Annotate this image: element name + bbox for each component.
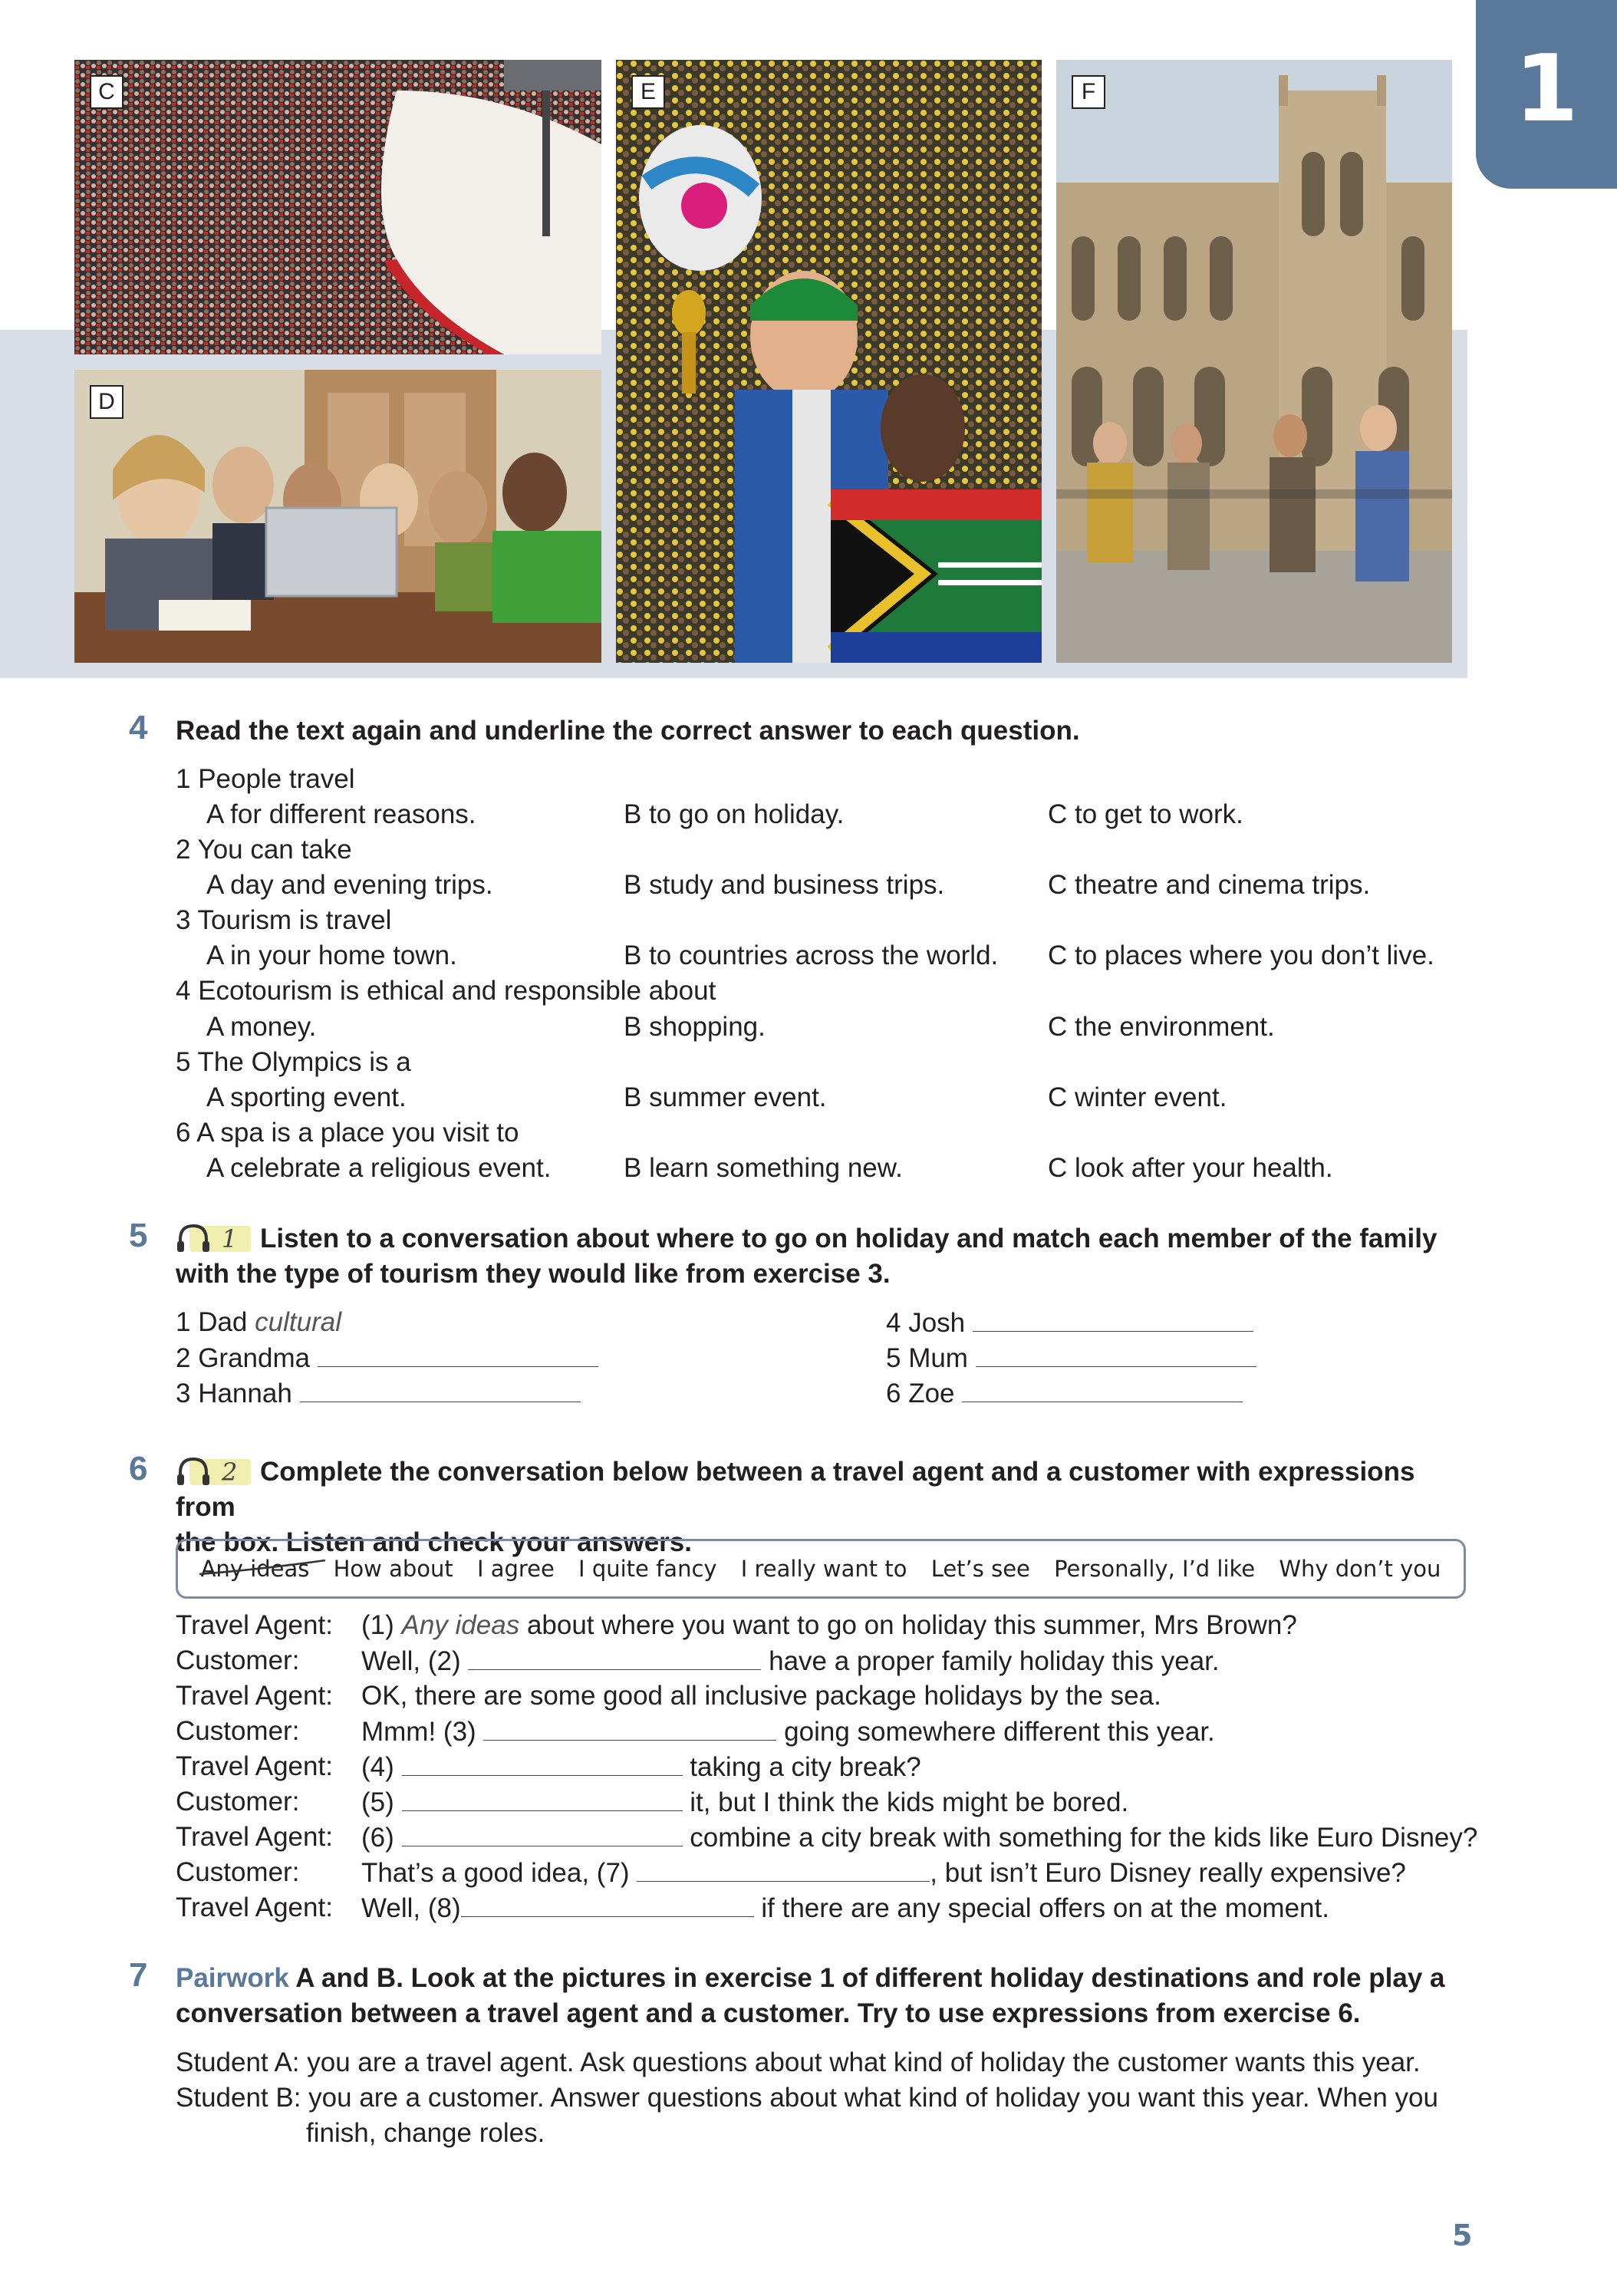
question-1-option-a[interactable]: A for different reasons. bbox=[206, 799, 476, 829]
question-6-option-c[interactable]: C look after your health. bbox=[1048, 1153, 1333, 1183]
expression-how-about[interactable]: How about bbox=[333, 1556, 453, 1582]
student-b-role-continued: finish, change roles. bbox=[306, 2118, 545, 2148]
match-blank-6[interactable] bbox=[962, 1375, 1243, 1402]
photo-f-label: F bbox=[1072, 75, 1105, 109]
speaker-label: Travel Agent: bbox=[176, 1681, 333, 1711]
expression-personally-id-like[interactable]: Personally, I’d like bbox=[1054, 1556, 1256, 1582]
expression-i-quite-fancy[interactable]: I quite fancy bbox=[578, 1556, 717, 1582]
pairwork-label: Pairwork bbox=[176, 1963, 289, 1993]
exercise-4-number: 4 bbox=[129, 709, 148, 746]
question-6-option-b[interactable]: B learn something new. bbox=[624, 1153, 903, 1183]
expression-lets-see[interactable]: Let’s see bbox=[930, 1556, 1030, 1582]
exercise-6-instruction-line2: the box. Listen and check your answers. bbox=[176, 1527, 692, 1557]
question-2-option-c[interactable]: C theatre and cinema trips. bbox=[1048, 870, 1371, 900]
speaker-label: Customer: bbox=[176, 1857, 300, 1887]
audio-track-number: 1 bbox=[222, 1224, 238, 1253]
students-image bbox=[74, 370, 601, 663]
exercise-7-instruction-line1: A and B. Look at the pictures in exercise 1 of different holiday destinations and role play a bbox=[288, 1963, 1445, 1993]
question-4-stem: 4 Ecotourism is ethical and responsible about bbox=[176, 976, 716, 1006]
question-4-option-a[interactable]: A money. bbox=[206, 1012, 317, 1042]
question-6-stem: 6 A spa is a place you visit to bbox=[176, 1118, 519, 1148]
question-3-option-c[interactable]: C to places where you don’t live. bbox=[1048, 940, 1434, 970]
exercise-6-number: 6 bbox=[129, 1450, 148, 1487]
dialogue-line-2: Well, (2) have a proper family holiday this year. bbox=[361, 1643, 1220, 1679]
expression-i-really-want-to[interactable]: I really want to bbox=[740, 1556, 907, 1582]
dialogue-line-6: (5) it, but I think the kids might be bored. bbox=[361, 1784, 1128, 1820]
exercise-5-instruction-line1: Listen to a conversation about where to go on holiday and match each member of the family bbox=[260, 1224, 1438, 1253]
question-3-option-b[interactable]: B to countries across the world. bbox=[624, 940, 999, 970]
exercise-7-instruction-line2: conversation between a travel agent and a customer. Try to use expressions from exercise 6. bbox=[176, 1998, 1361, 2028]
match-blank-5[interactable] bbox=[976, 1340, 1256, 1367]
speaker-label: Travel Agent: bbox=[176, 1892, 333, 1922]
dialogue-line-4: Mmm! (3) going somewhere different this year. bbox=[361, 1714, 1215, 1750]
photo-c-label: C bbox=[90, 75, 123, 109]
expression-i-agree[interactable]: I agree bbox=[476, 1556, 555, 1582]
speaker-label: Travel Agent: bbox=[176, 1610, 333, 1640]
dialogue-line-8: That’s a good idea, (7) , but isn’t Euro Disney really expensive? bbox=[361, 1855, 1406, 1891]
question-2-option-a[interactable]: A day and evening trips. bbox=[206, 870, 493, 900]
match-item-1: 1 Dad cultural bbox=[176, 1307, 341, 1337]
question-2-stem: 2 You can take bbox=[176, 835, 352, 865]
dialogue-line-5: (4) taking a city break? bbox=[361, 1749, 921, 1785]
exercise-5-instruction-line2: with the type of tourism they would like from exercise 3. bbox=[176, 1259, 891, 1289]
question-3-stem: 3 Tourism is travel bbox=[176, 905, 392, 935]
photo-f-abbey-tourists bbox=[1056, 60, 1452, 663]
question-4-option-b[interactable]: B shopping. bbox=[624, 1012, 766, 1042]
question-1-option-b[interactable]: B to go on holiday. bbox=[624, 799, 845, 829]
concert-crowd-image bbox=[74, 60, 601, 354]
abbey-image bbox=[1056, 60, 1452, 663]
match-item-6: 6 Zoe bbox=[886, 1375, 1243, 1412]
exercise-7-number: 7 bbox=[129, 1956, 148, 1994]
photo-d-students-laptop bbox=[74, 370, 601, 663]
match-answer-1[interactable]: cultural bbox=[255, 1307, 341, 1337]
photo-c-concert-crowd bbox=[74, 60, 601, 354]
question-6-option-a[interactable]: A celebrate a religious event. bbox=[206, 1153, 552, 1183]
speaker-label: Customer: bbox=[176, 1716, 300, 1746]
strikethrough-mark bbox=[198, 1559, 328, 1579]
page-number: 5 bbox=[1452, 2219, 1473, 2252]
gap-2[interactable] bbox=[468, 1643, 761, 1670]
match-blank-3[interactable] bbox=[300, 1375, 581, 1402]
expression-any-ideas-used: Any ideas bbox=[201, 1556, 310, 1582]
question-3-option-a[interactable]: A in your home town. bbox=[206, 940, 457, 970]
exercise-5-number: 5 bbox=[129, 1217, 148, 1254]
exercise-4-instruction: Read the text again and underline the correct answer to each question. bbox=[176, 716, 1080, 746]
question-1-stem: 1 People travel bbox=[176, 764, 355, 794]
dialogue-line-7: (6) combine a city break with something for the kids like Euro Disney? bbox=[361, 1820, 1477, 1856]
audio-track-number: 2 bbox=[222, 1458, 238, 1487]
photo-d-label: D bbox=[90, 385, 123, 419]
match-item-3: 3 Hannah bbox=[176, 1375, 581, 1412]
expressions-box bbox=[176, 1539, 1466, 1599]
dialogue-line-1: (1) Any ideas about where you want to go on holiday this summer, Mrs Brown? bbox=[361, 1610, 1297, 1640]
match-item-4: 4 Josh bbox=[886, 1305, 1253, 1341]
question-5-option-c[interactable]: C winter event. bbox=[1048, 1082, 1227, 1112]
photo-e-label: E bbox=[631, 75, 665, 109]
speaker-label: Customer: bbox=[176, 1787, 300, 1817]
audio-track-2[interactable] bbox=[176, 1456, 251, 1485]
unit-tab bbox=[1476, 0, 1617, 189]
student-a-role: Student A: you are a travel agent. Ask questions about what kind of holiday the customer wants this year. bbox=[176, 2047, 1421, 2077]
gap-7[interactable] bbox=[637, 1855, 930, 1882]
speaker-label: Travel Agent: bbox=[176, 1751, 333, 1781]
audio-track-1[interactable] bbox=[176, 1223, 251, 1252]
headphones-icon bbox=[176, 1456, 211, 1487]
match-item-5: 5 Mum bbox=[886, 1340, 1256, 1376]
speaker-label: Customer: bbox=[176, 1645, 300, 1675]
match-item-2: 2 Grandma bbox=[176, 1340, 598, 1376]
match-blank-2[interactable] bbox=[318, 1340, 598, 1367]
question-5-option-a[interactable]: A sporting event. bbox=[206, 1082, 407, 1112]
speaker-label: Travel Agent: bbox=[176, 1822, 333, 1852]
question-5-option-b[interactable]: B summer event. bbox=[624, 1082, 827, 1112]
gap-3[interactable] bbox=[483, 1714, 776, 1741]
gap-4[interactable] bbox=[402, 1749, 683, 1776]
gap-5[interactable] bbox=[402, 1784, 683, 1811]
dialogue-line-9: Well, (8) if there are any special offers on at the moment. bbox=[361, 1890, 1329, 1926]
question-4-option-c[interactable]: C the environment. bbox=[1048, 1012, 1275, 1042]
exercise-7-instruction bbox=[176, 1961, 1464, 2031]
dialogue-line-3: OK, there are some good all inclusive package holidays by the sea. bbox=[361, 1681, 1161, 1711]
exercise-5-instruction bbox=[176, 1221, 1464, 1292]
match-blank-4[interactable] bbox=[973, 1305, 1253, 1332]
question-2-option-b[interactable]: B study and business trips. bbox=[624, 870, 945, 900]
headphones-icon bbox=[176, 1223, 211, 1253]
question-5-stem: 5 The Olympics is a bbox=[176, 1047, 411, 1077]
unit-number: 1 bbox=[1514, 35, 1579, 143]
football-fans-image bbox=[616, 60, 1042, 663]
exercise-6-instruction-line1: Complete the conversation below between a travel agent and a customer with expressions from bbox=[176, 1457, 1415, 1522]
expression-why-dont-you[interactable]: Why don’t you bbox=[1279, 1556, 1441, 1582]
gap-6[interactable] bbox=[402, 1820, 683, 1846]
student-b-role: Student B: you are a customer. Answer questions about what kind of holiday you want this year. When you bbox=[176, 2083, 1438, 2113]
gap-1-answer: Any ideas bbox=[401, 1610, 520, 1640]
gap-8[interactable] bbox=[461, 1890, 754, 1917]
photo-e-football-fans bbox=[616, 60, 1042, 663]
question-1-option-c[interactable]: C to get to work. bbox=[1048, 799, 1243, 829]
